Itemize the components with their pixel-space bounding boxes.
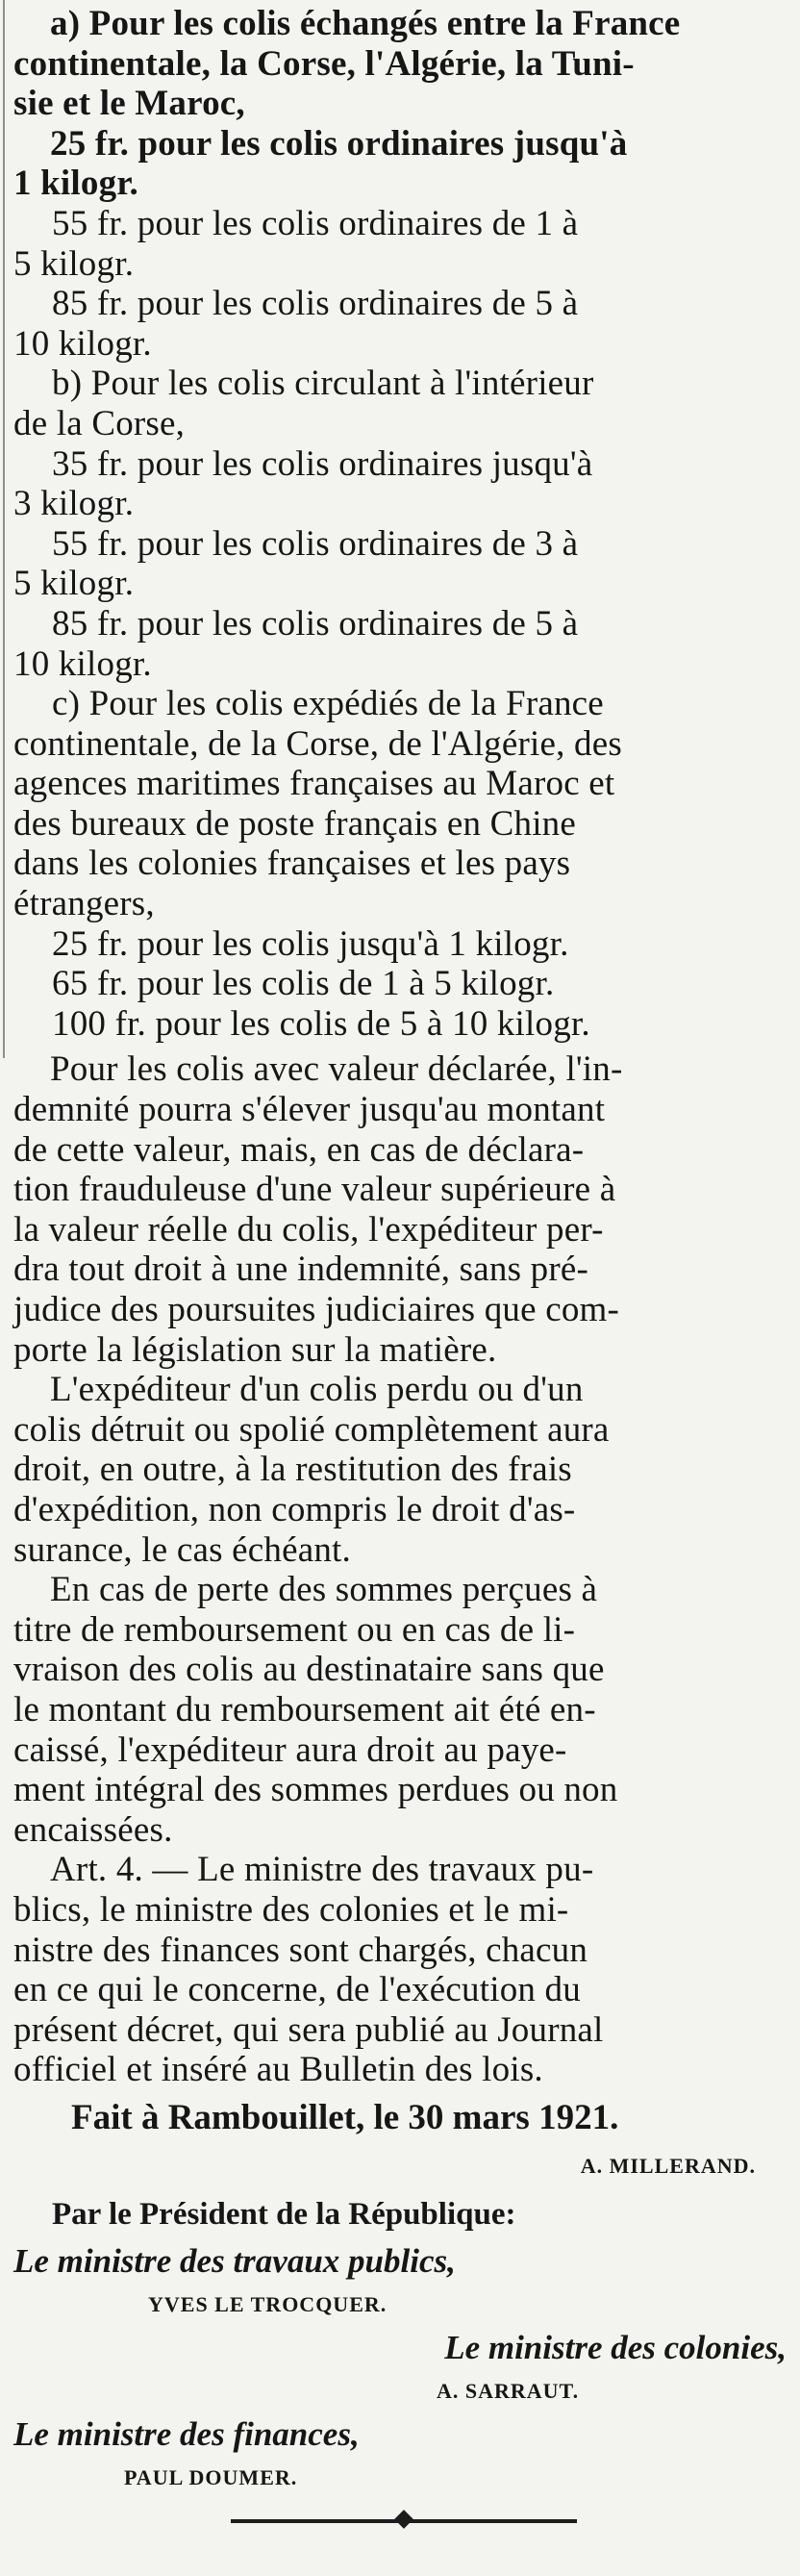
- paragraph-c: [13, 684, 794, 1044]
- text-line: 85 fr. pour les colis ordinaires de 5 à: [52, 603, 579, 644]
- text-line: sie et le Maroc,: [13, 84, 245, 124]
- text-line: 10 kilogr.: [13, 323, 152, 364]
- text-line: dra tout droit à une indemnité, sans pré-: [13, 1250, 588, 1290]
- signature-intro: Par le Président de la République:: [52, 2196, 516, 2232]
- text-line: demnité pourra s'élever jusqu'au montant: [13, 1090, 606, 1130]
- minister-finances-name: PAUL DOUMER.: [124, 2464, 298, 2489]
- text-line: le montant du remboursement ait été en-: [13, 1689, 596, 1730]
- text-line: agences maritimes françaises au Maroc et: [13, 764, 615, 804]
- text-line: étrangers,: [13, 884, 155, 924]
- column-rule: [3, 0, 5, 1058]
- text-line: Pour les colis avec valeur déclarée, l'in-: [50, 1049, 623, 1090]
- paragraph-declared-value: [13, 1049, 794, 1370]
- text-line: 35 fr. pour les colis ordinaires jusqu'à: [52, 443, 593, 484]
- article-4: [13, 1850, 794, 2090]
- paragraph-a: [13, 4, 794, 204]
- text-line: encaissées.: [13, 1809, 173, 1850]
- text-line: droit, en outre, à la restitution des frais: [13, 1450, 572, 1490]
- text-line: caissé, l'expéditeur aura droit au paye-: [13, 1730, 567, 1770]
- text-line: tion frauduleuse d'une valeur supérieure à: [13, 1170, 616, 1210]
- text-line: 5 kilogr.: [13, 243, 135, 284]
- text-line: 25 fr. pour les colis ordinaires jusqu'à: [50, 123, 628, 164]
- paragraph-b: [13, 364, 794, 684]
- text-line: vraison des colis au destinataire sans que: [13, 1650, 605, 1690]
- text-line: des bureaux de poste français en Chine: [13, 803, 577, 844]
- minister-finances-title: Le ministre des finances,: [13, 2414, 360, 2453]
- text-line: ment intégral des sommes perdues ou non: [13, 1770, 618, 1810]
- text-line: continentale, de la Corse, de l'Algérie, des: [13, 723, 622, 764]
- text-line: 55 fr. pour les colis ordinaires de 1 à: [52, 203, 579, 243]
- text-line: porte la législation sur la matière.: [13, 1329, 497, 1370]
- text-line: d'expédition, non compris le droit d'as-: [13, 1489, 576, 1529]
- text-line: 3 kilogr.: [13, 484, 135, 524]
- text-line: 55 fr. pour les colis ordinaires de 3 à: [52, 523, 579, 564]
- text-line: L'expéditeur d'un colis perdu ou d'un: [50, 1370, 584, 1410]
- text-line: b) Pour les colis circulant à l'intérieur: [52, 364, 594, 404]
- text-line: surance, le cas échéant.: [13, 1529, 351, 1570]
- minister-public-works-name: YVES LE TROCQUER.: [148, 2291, 388, 2316]
- minister-public-works-title: Le ministre des travaux publics,: [13, 2241, 456, 2280]
- text-line: 1 kilogr.: [13, 164, 138, 204]
- text-line: continentale, la Corse, l'Algérie, la Tuni-: [13, 43, 635, 84]
- text-line: Art. 4. — Le ministre des travaux pu-: [50, 1850, 594, 1890]
- text-line: c) Pour les colis expédiés de la France: [52, 684, 604, 724]
- text-line: de la Corse,: [13, 403, 186, 443]
- paragraph-lost-sums: [13, 1570, 794, 1850]
- text-line: judice des poursuites judiciaires que com-: [13, 1290, 620, 1329]
- text-line: officiel et inséré au Bulletin des lois.: [13, 2050, 543, 2090]
- text-line: la valeur réelle du colis, l'expéditeur per-: [13, 1209, 604, 1250]
- text-line: 85 fr. pour les colis ordinaires de 5 à: [52, 284, 579, 324]
- text-line: titre de remboursement ou en cas de li-: [13, 1609, 576, 1650]
- text-line: 100 fr. pour les colis de 5 à 10 kilogr.: [52, 1003, 590, 1044]
- text-line: 25 fr. pour les colis jusqu'à 1 kilogr.: [52, 923, 569, 964]
- text-line: blics, le ministre des colonies et le mi-: [13, 1889, 569, 1930]
- text-line: 10 kilogr.: [13, 644, 152, 684]
- paragraph-lost-parcel: [13, 1370, 794, 1570]
- text-line: 65 fr. pour les colis de 1 à 5 kilogr.: [52, 964, 555, 1004]
- text-line: en ce qui le concerne, de l'exécution du: [13, 1970, 581, 2010]
- signature-block: [13, 2094, 794, 2523]
- text-line: a) Pour les colis échangés entre la France: [50, 4, 681, 43]
- president-name: A. MILLERAND.: [580, 2153, 756, 2178]
- text-line: nistre des finances sont chargés, chacun: [13, 1930, 588, 1970]
- text-line: colis détruit ou spolié complètement aura: [13, 1409, 610, 1450]
- paragraph-a-continued: [13, 204, 794, 364]
- text-line: En cas de perte des sommes perçues à: [50, 1570, 598, 1610]
- end-ornament-rule: [231, 2519, 577, 2523]
- text-line: dans les colonies françaises et les pays: [13, 844, 571, 884]
- text-line: de cette valeur, mais, en cas de déclara-: [13, 1129, 585, 1170]
- text-line: 5 kilogr.: [13, 564, 135, 604]
- minister-colonies-name: A. SARRAUT.: [437, 2378, 580, 2403]
- minister-colonies-title: Le ministre des colonies,: [444, 2328, 787, 2366]
- text-line: présent décret, qui sera publié au Journal: [13, 2009, 604, 2050]
- date-line: Fait à Rambouillet, le 30 mars 1921.: [71, 2097, 619, 2137]
